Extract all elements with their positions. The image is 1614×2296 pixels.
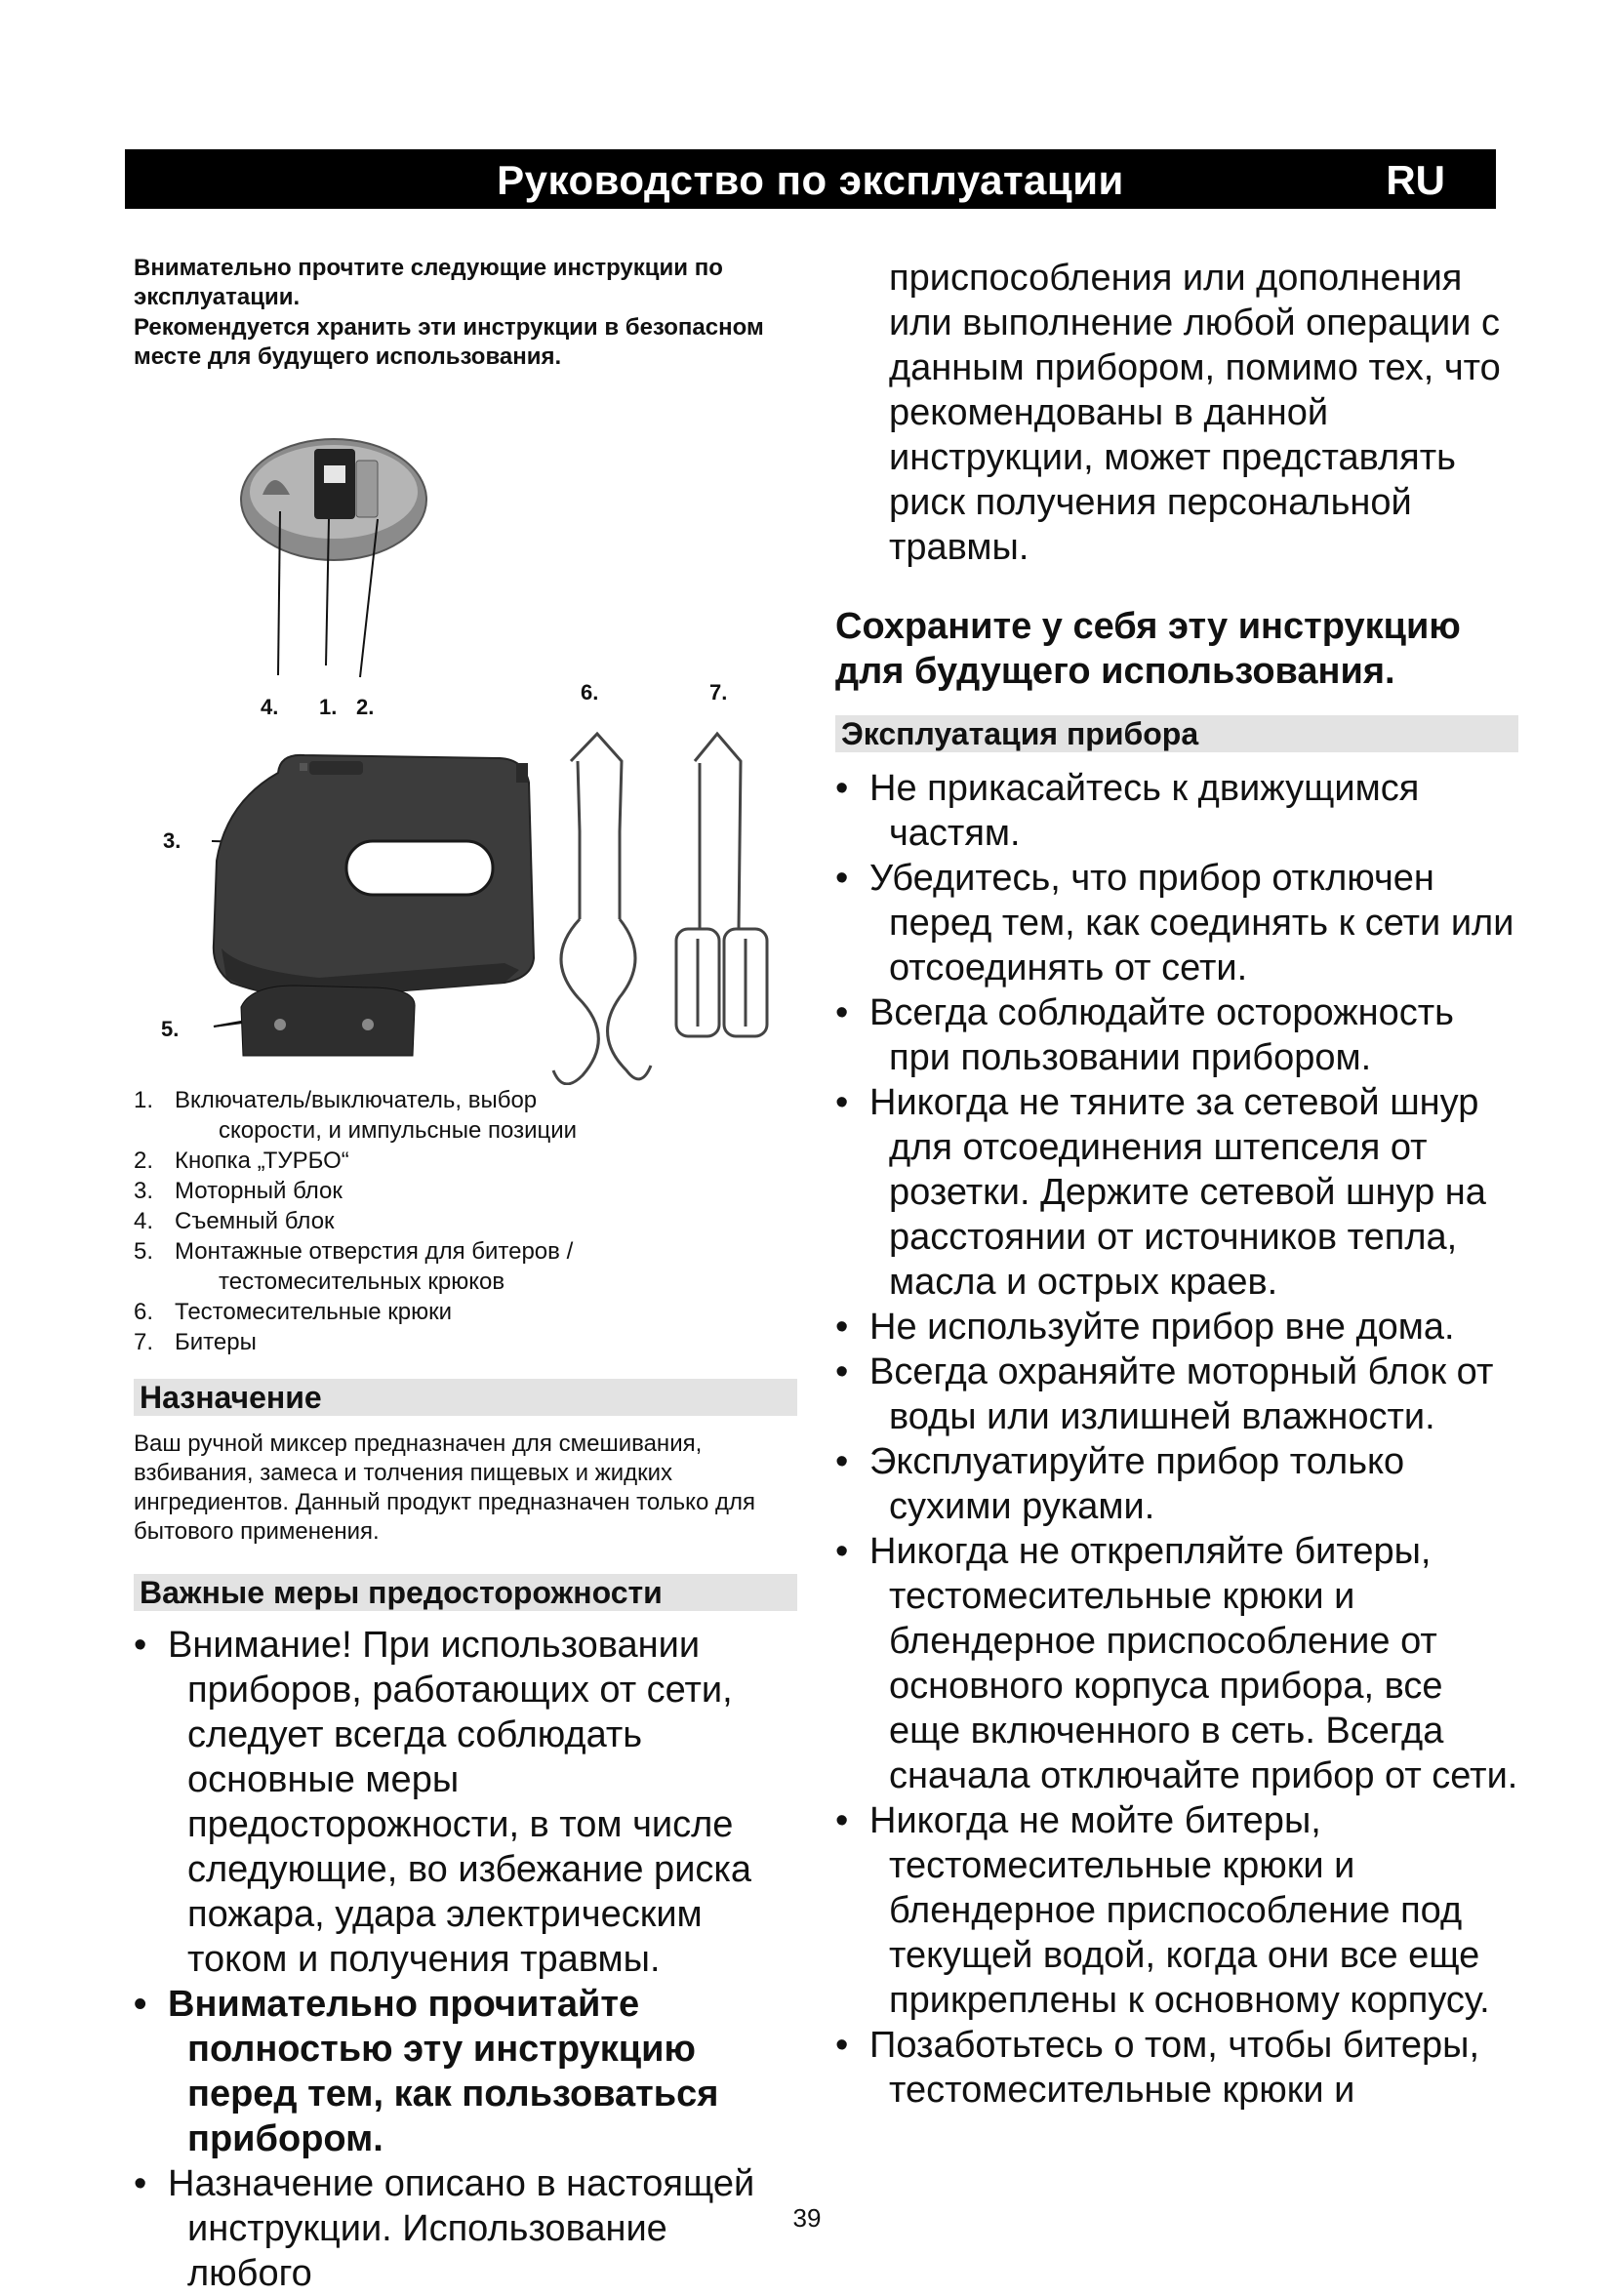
operation-heading: Эксплуатация прибора (835, 715, 1518, 752)
figure-label-7: 7. (709, 680, 728, 705)
beaters-image (676, 734, 767, 1036)
right-column (835, 256, 1518, 2113)
operation-item: • Эксплуатируйте прибор только сухими руками. (835, 1439, 1518, 1529)
precaution-item: • Назначение описано в настоящей инструкции. Использование любого (134, 2161, 797, 2296)
intro-keep-note: Рекомендуется хранить эти инструкции в безопасном месте для будущего использования. (134, 314, 764, 370)
operation-item: • Не используйте прибор вне дома. (835, 1305, 1518, 1349)
continuation-text: приспособления или дополнения или выполнение любой операции с данным прибором, помимо тех, что рекомендованы в данной инструкции, может представлять риск получения персональной травмы. (889, 258, 1501, 568)
save-instructions-note: Сохраните у себя эту инструкцию для будущего использования. (835, 606, 1461, 692)
purpose-heading: Назначение (134, 1379, 797, 1416)
parts-list (134, 1085, 797, 1357)
operation-item: • Позаботьтесь о том, чтобы битеры, тестомесительные крюки и (835, 2023, 1518, 2113)
parts-list-item: 4. Съемный блок (134, 1208, 335, 1234)
parts-list-item: 3. Моторный блок (134, 1178, 343, 1204)
sockets-detail-image (241, 986, 415, 1056)
operation-item: • Убедитесь, что прибор отключен перед тем, как соединять к сети или отсоединять от сети. (835, 856, 1518, 990)
parts-list-item: 7. Битеры (134, 1329, 257, 1355)
figure-label-5: 5. (161, 1017, 180, 1041)
intro-read-note: Внимательно прочтите следующие инструкции по эксплуатации. (134, 255, 723, 310)
header-bar (125, 149, 1496, 209)
operation-item: • Всегда охраняйте моторный блок от воды или излишней влажности. (835, 1349, 1518, 1439)
parts-list-item: 2. Кнопка „ТУРБО“ (134, 1148, 349, 1174)
operation-item: • Всегда соблюдайте осторожность при пользовании прибором. (835, 990, 1518, 1080)
purpose-text: Ваш ручной миксер предназначен для смешивания, взбивания, замеса и толчения пищевых и жидких ингредиентов. Данный продукт предназначен только для бытового применения. (134, 1430, 755, 1545)
mixer-figure (134, 373, 797, 1085)
precautions-list (134, 1623, 797, 2296)
operation-item: • Никогда не мойте битеры, тестомесительные крюки и блендерное приспособление под текущей водой, когда они все еще прикреплены к основному корпусу. (835, 1798, 1518, 2023)
operation-item: • Никогда не тяните за сетевой шнур для отсоединения штепселя от розетки. Держите сетевой шнур на расстоянии от источников тепла, масла и острых краев. (835, 1080, 1518, 1305)
language-code: RU (1386, 157, 1445, 203)
parts-list-item: 1. Включатель/выключатель, выбор скорости, и импульсные позиции (134, 1087, 578, 1144)
mixer-body-image (214, 755, 534, 997)
operation-list (835, 766, 1518, 2113)
page-title: Руководство по эксплуатации (497, 157, 1124, 203)
switch-detail-image (241, 439, 426, 560)
parts-list-item: 6. Тестомесительные крюки (134, 1299, 453, 1325)
page-number: 39 (792, 2203, 822, 2233)
operation-item: • Никогда не открепляйте битеры, тестомесительные крюки и блендерное приспособление от основного корпуса прибора, все еще включенного в сеть. Всегда сначала отключайте прибор от сети. (835, 1529, 1518, 1798)
left-column (134, 254, 797, 2296)
parts-list-item: 5. Монтажные отверстия для битеров / тестомесительных крюков (134, 1238, 574, 1295)
figure-label-1: 1. (319, 695, 338, 719)
figure-label-6: 6. (581, 680, 599, 705)
figure-label-4: 4. (261, 695, 279, 719)
figure-label-2: 2. (356, 695, 375, 719)
mixer-illustration (134, 373, 797, 1085)
precaution-item: • Внимательно прочитайте полностью эту инструкцию перед тем, как пользоваться прибором. (134, 1982, 797, 2161)
precautions-heading: Важные меры предосторожности (134, 1574, 797, 1611)
precaution-item: • Внимание! При использовании приборов, работающих от сети, следует всегда соблюдать основные меры предосторожности, в том числе следующие, во избежание риска пожара, удара электрическим током и получения травмы. (134, 1623, 797, 1982)
dough-hooks-image (553, 734, 651, 1084)
figure-label-3: 3. (163, 828, 182, 853)
operation-item: • Не прикасайтесь к движущимся частям. (835, 766, 1518, 856)
